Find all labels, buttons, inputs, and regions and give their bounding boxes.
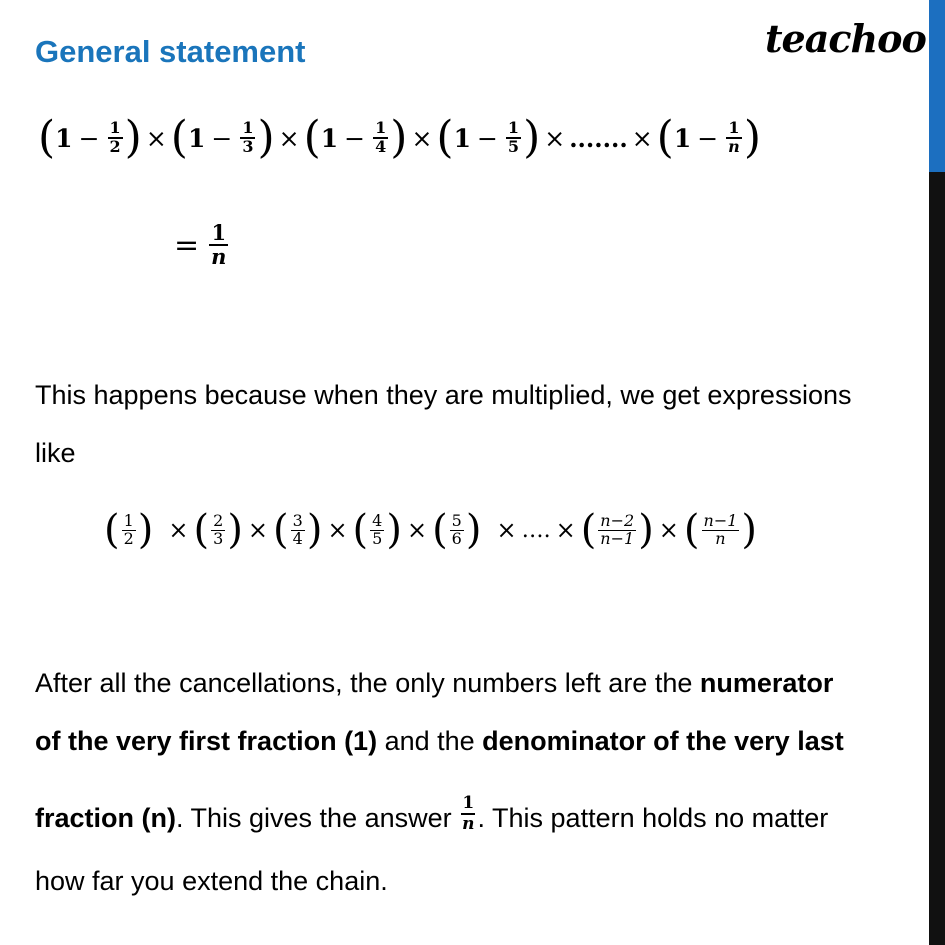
conclusion-line-4: how far you extend the chain.	[35, 866, 388, 896]
chain-ellipsis: ….	[521, 517, 551, 543]
ellipsis: .......	[569, 123, 628, 153]
chain-fraction: $\frac{1}{2}$	[123, 510, 134, 548]
general-expression: ( 1 − $\frac{1}{2}$ ) × ( 1 − $\frac{1}{3}$ ) × ( 1 − $\frac{1}{4}$ ) × ( 1 − $\frac{1}{5}$ ) × ....... × ( 1 − $\frac{1}{n}$ )	[38, 112, 761, 163]
fraction-chain: ( $\frac{1}{2}$ ) × ( $\frac{2}{3}$ ) × ( $\frac{3}{4}$ ) × ( $\frac{4}{5}$ ) × ( $\frac{5}{6}$ ) × …. × ( $\frac{n-2}{n-1}$ ) × ( $\frac{n-1}{n}$ )	[104, 507, 758, 553]
answer-fraction: $\frac{1}{n}$	[462, 793, 475, 834]
fraction: $\frac{1}{4}$	[375, 118, 387, 156]
term-one: 1	[320, 123, 339, 153]
explanation-line-2: like	[35, 438, 76, 468]
teachoo-logo: teachoo	[765, 16, 926, 61]
fraction: $\frac{1}{3}$	[242, 118, 254, 156]
result-fraction: $\frac{1}{n}$	[211, 220, 227, 270]
fraction: $\frac{1}{5}$	[507, 118, 520, 156]
conclusion-line-1: After all the cancellations, the only numbers left are the numerator	[35, 668, 834, 698]
chain-fraction: $\frac{3}{4}$	[292, 510, 303, 548]
chain-fraction: $\frac{2}{3}$	[213, 510, 224, 548]
fraction-last: $\frac{1}{n}$	[728, 118, 740, 156]
fraction: $\frac{1}{2}$	[109, 118, 121, 156]
term-one: 1	[187, 123, 206, 153]
term-one: 1	[55, 123, 73, 153]
conclusion-line-3: fraction (n). This gives the answer $\frac{1}{n}$ . This pattern holds no matter	[35, 793, 829, 834]
section-heading: General statement	[35, 34, 306, 69]
scrollbar[interactable]	[929, 0, 945, 945]
chain-fraction: $\frac{4}{5}$	[372, 510, 383, 548]
chain-fraction-last: $\frac{n-1}{n}$	[703, 510, 738, 548]
scrollbar-thumb[interactable]	[929, 0, 945, 172]
conclusion-line-2: of the very first fraction (1) and the denominator of the very last	[35, 726, 844, 756]
term-one: 1	[673, 123, 692, 153]
chain-fraction-penultimate: $\frac{n-2}{n-1}$	[600, 510, 635, 548]
result-expression: = $\frac{1}{n}$	[174, 220, 227, 270]
chain-fraction: $\frac{5}{6}$	[451, 510, 462, 548]
term-one: 1	[453, 123, 471, 153]
explanation-line-1: This happens because when they are multiplied, we get expressions	[35, 380, 852, 410]
